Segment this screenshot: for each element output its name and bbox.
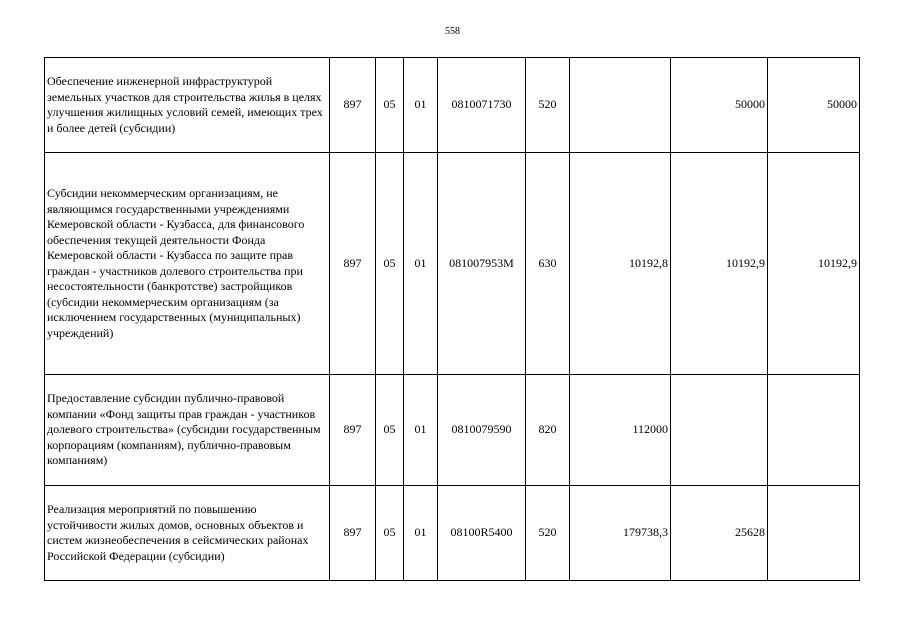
row-amount-1: 112000 (570, 375, 671, 486)
row-expense-type: 630 (526, 153, 570, 375)
row-amount-1: 179738,3 (570, 486, 671, 581)
row-amount-2: 25628 (671, 486, 768, 581)
row-expense-type: 520 (526, 486, 570, 581)
row-grbs: 897 (330, 153, 376, 375)
row-amount-2 (671, 375, 768, 486)
table-row (45, 486, 860, 581)
row-description: Субсидии некоммерческим организациям, не являющимся государственными учреждениями Кемеровской области - Кузбасса, для финансового обеспечения текущей деятельности Фонда Кемеровской области - Кузбасса по защите прав граждан - участников долевого строительства при несостоятельности (банкротстве) застройщиков (субсидии некоммерческим организациям (за исключением государственных (муниципальных) учреждений) (45, 153, 330, 375)
row-target-article: 08100R5400 (438, 486, 526, 581)
row-section: 05 (376, 153, 404, 375)
row-target-article: 081007953М (438, 153, 526, 375)
row-amount-3: 50000 (768, 58, 860, 153)
row-amount-3 (768, 375, 860, 486)
row-target-article: 0810071730 (438, 58, 526, 153)
row-amount-3 (768, 486, 860, 581)
row-subsection: 01 (404, 58, 438, 153)
table-row (45, 58, 860, 153)
page-number: 558 (445, 26, 460, 37)
row-description: Реализация мероприятий по повышению устойчивости жилых домов, основных объектов и систем жизнеобеспечения в сейсмических районах Российской Федерации (субсидии) (45, 486, 330, 581)
row-expense-type: 520 (526, 58, 570, 153)
row-grbs: 897 (330, 375, 376, 486)
row-section: 05 (376, 375, 404, 486)
row-amount-2: 10192,9 (671, 153, 768, 375)
row-description: Обеспечение инженерной инфраструктурой земельных участков для строительства жилья в целях улучшения жилищных условий семей, имеющих трех и более детей (субсидии) (45, 58, 330, 153)
row-grbs: 897 (330, 486, 376, 581)
budget-table (44, 57, 860, 581)
row-amount-1: 10192,8 (570, 153, 671, 375)
row-subsection: 01 (404, 486, 438, 581)
row-amount-2: 50000 (671, 58, 768, 153)
table-row (45, 375, 860, 486)
row-section: 05 (376, 486, 404, 581)
row-target-article: 0810079590 (438, 375, 526, 486)
row-subsection: 01 (404, 153, 438, 375)
row-subsection: 01 (404, 375, 438, 486)
row-expense-type: 820 (526, 375, 570, 486)
row-section: 05 (376, 58, 404, 153)
row-amount-3: 10192,9 (768, 153, 860, 375)
row-grbs: 897 (330, 58, 376, 153)
row-description: Предоставление субсидии публично-правовой компании «Фонд защиты прав граждан - участников долевого строительства» (субсидии государственным корпорациям (компаниям), публично-правовым компаниям) (45, 375, 330, 486)
table-row (45, 153, 860, 375)
row-amount-1 (570, 58, 671, 153)
